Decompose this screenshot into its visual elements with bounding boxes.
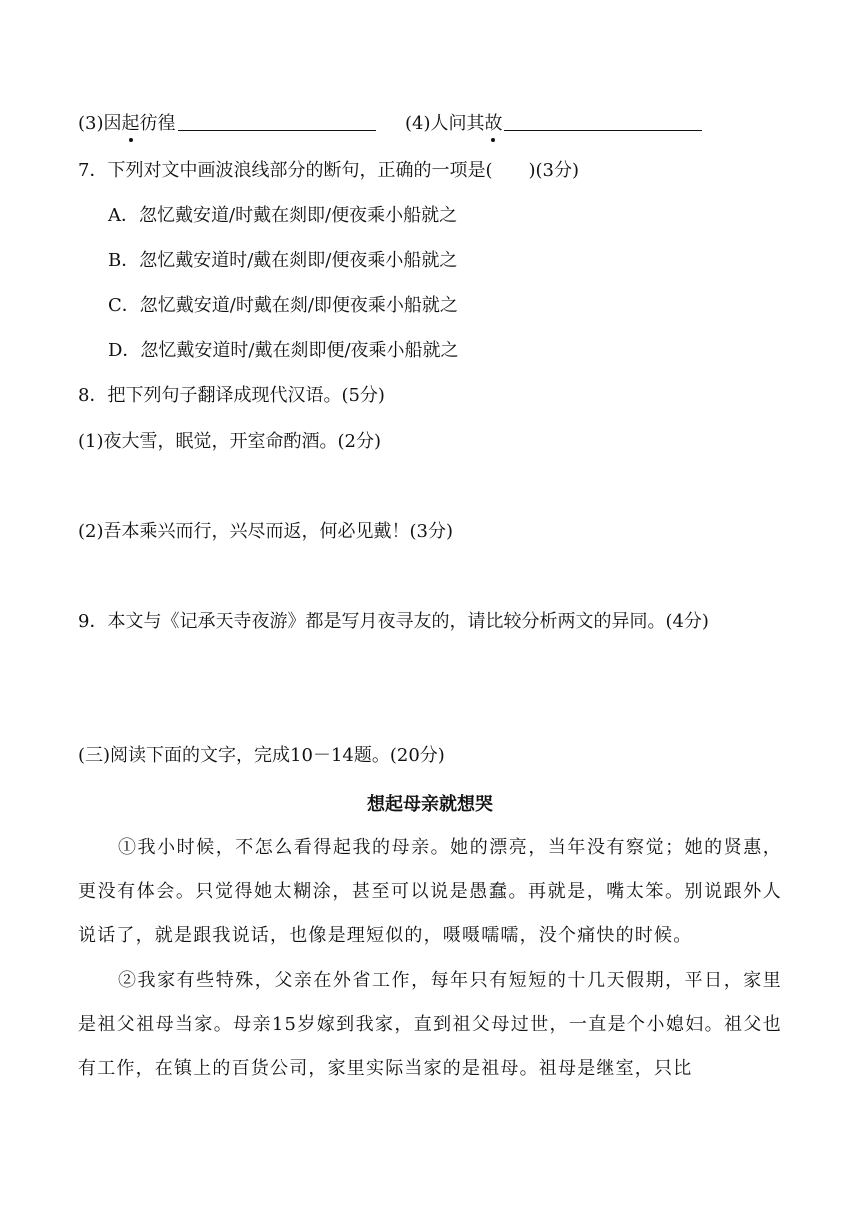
q7-option-c[interactable]: C．忽忆戴安道/时戴在剡/即便夜乘小船就之 xyxy=(108,295,458,316)
q6-item4-prefix: (4)人问其 xyxy=(404,113,485,134)
section3-intro: (三)阅读下面的文字，完成10－14题。(20分) xyxy=(78,745,445,766)
q7-option-b[interactable]: B．忽忆戴安道时/戴在剡即/便夜乘小船就之 xyxy=(108,250,458,271)
q7-stem: 7．下列对文中画波浪线部分的断句，正确的一项是( )(3分) xyxy=(78,160,579,181)
q8-item2: (2)吾本乘兴而行，兴尽而返，何必见戴！(3分) xyxy=(78,521,453,542)
passage-paragraph-2: ②我家有些特殊，父亲在外省工作，每年只有短短的十几天假期，平日，家里是祖父祖母当家。母亲15岁嫁到我家，直到祖父母过世，一直是个小媳妇。祖父也有工作，在镇上的百货公司，家里实际当家的是祖母。祖母是继室，只比 xyxy=(78,970,782,1079)
passage-paragraph-1: ①我小时候，不怎么看得起我的母亲。她的漂亮，当年没有察觉；她的贤惠，更没有体会。只觉得她太糊涂，甚至可以说是愚蠢。再就是，嘴太笨。别说跟外人说话了，就是跟我说话，也像是理短似的，嗫嗫嚅嚅，没个痛快的时候。 xyxy=(78,837,782,946)
q6-item3-dotted-char: 起 xyxy=(121,113,140,134)
q6-item3-suffix: 彷徨 xyxy=(139,113,176,134)
q8-item1: (1)夜大雪，眠觉，开室命酌酒。(2分) xyxy=(78,431,381,452)
q7-option-a[interactable]: A．忽忆戴安道/时戴在剡即/便夜乘小船就之 xyxy=(108,205,458,226)
q6-item4-dotted-char: 故 xyxy=(484,113,503,134)
q8-stem: 8．把下列句子翻译成现代汉语。(5分) xyxy=(78,385,385,406)
q6-items xyxy=(78,112,790,136)
q9-stem: 9．本文与《记承天寺夜游》都是写月夜寻友的，请比较分析两文的异同。(4分) xyxy=(78,611,709,632)
q6-item4-answer-blank[interactable] xyxy=(504,129,702,131)
passage-title: 想起母亲就想哭 xyxy=(367,794,493,815)
q6-item3-prefix: (3)因 xyxy=(78,113,122,134)
q7-option-d[interactable]: D．忽忆戴安道时/戴在剡即便/夜乘小船就之 xyxy=(108,340,459,361)
q6-item3-answer-blank[interactable] xyxy=(178,129,376,131)
